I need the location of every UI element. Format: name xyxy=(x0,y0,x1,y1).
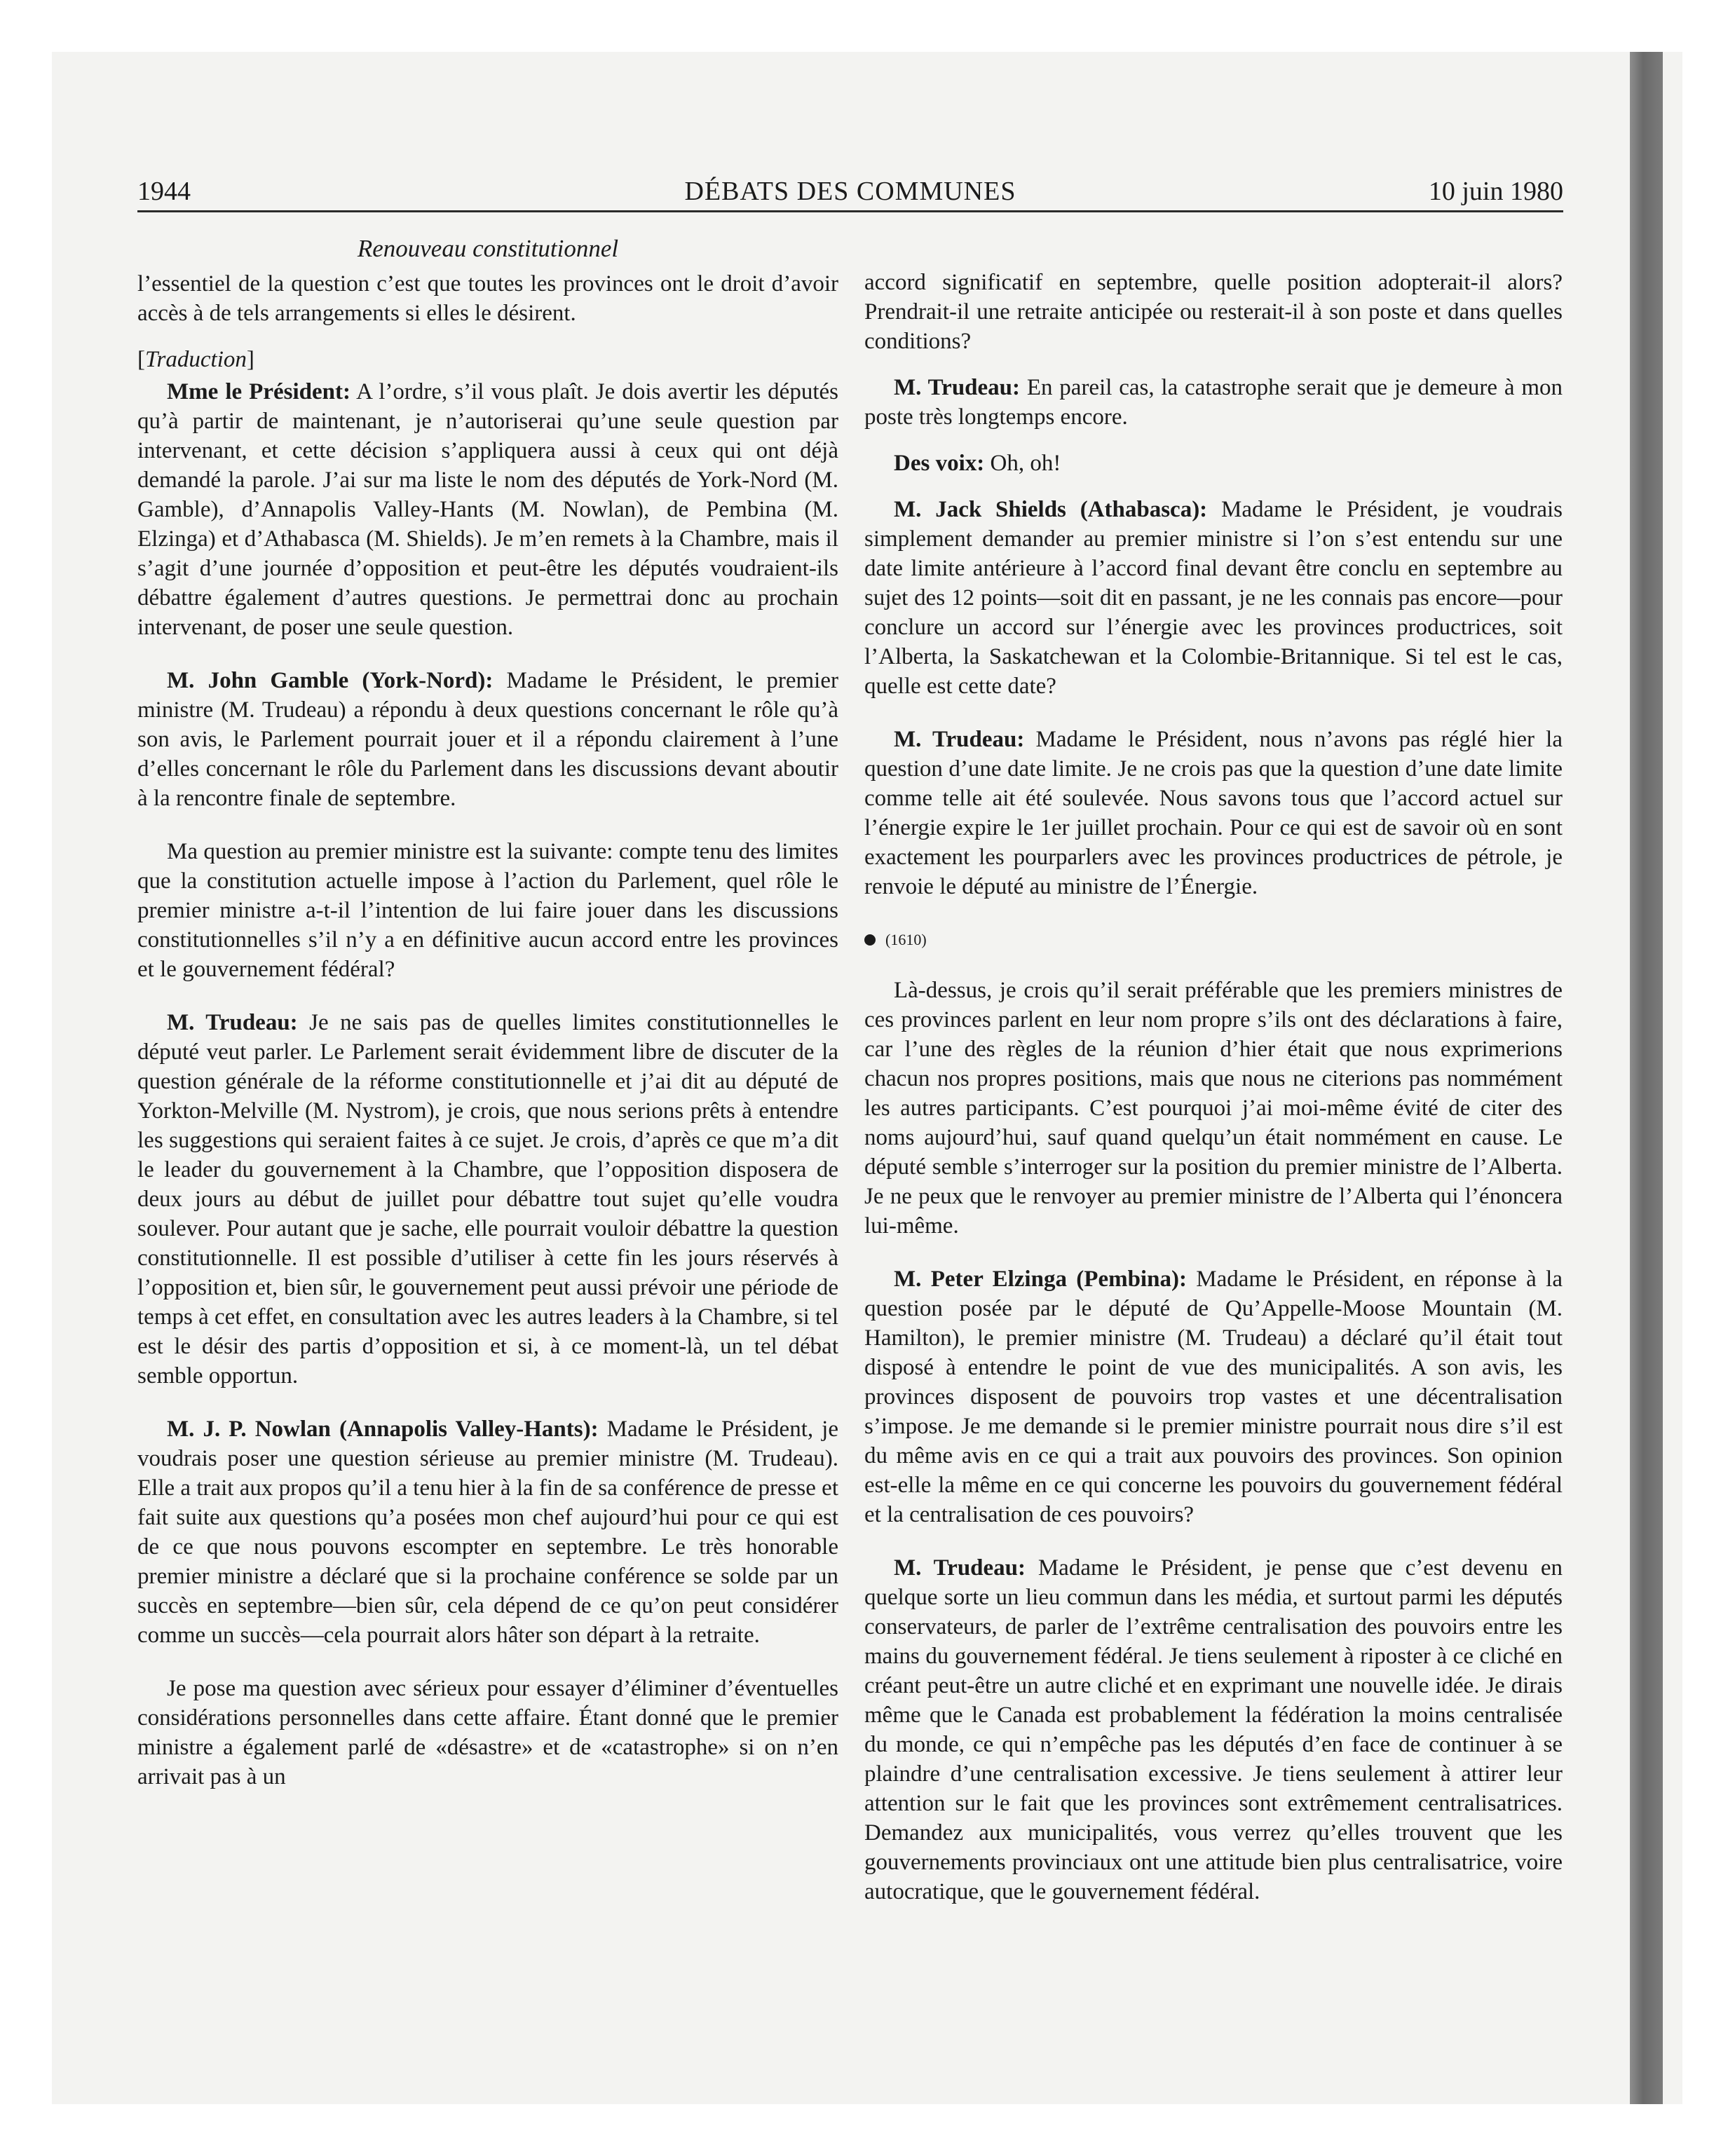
paragraph: M. John Gamble (York-Nord): Madame le Président, le premier ministre (M. Trudeau) a répondu à deux questions concernant le rôle qu’à son avis, le Parlement pourrait jouer et il a répondu clairement à l’une d’elles concernant le rôle du Parlement dans les discussions devant aboutir à la rencontre finale de septembre. xyxy=(137,668,838,811)
speaker-name: M. Trudeau: xyxy=(894,375,1021,400)
paragraph: Ma question au premier ministre est la suivante: compte tenu des limites que la constitution actuelle impose à l’action du Parlement, quel rôle le premier ministre a-t-il l’intention de lui faire jouer dans les discussions constitutionnelles s’il n’y a en définitive aucun accord entre les provinces et le gouvernement fédéral? xyxy=(137,839,838,982)
paragraph: M. Trudeau: Madame le Président, nous n’avons pas réglé hier la question d’une date limite. Je ne crois pas que la question d’une date limite comme telle ait été soulevée. Nous savons tous que l’accord actuel sur l’énergie expire le 1er juillet prochain. Pour ce qui est de savoir où en sont exactement les pourparlers avec les provinces productrices de pétrole, je renvoie le député au ministre de l’Énergie. xyxy=(864,727,1563,899)
paragraph: M. Jack Shields (Athabasca): Madame le Président, je voudrais simplement demander au premier ministre si l’on s’est entendu sur une date limite antérieure à l’accord final devant être conclu en septembre au sujet des 12 points—soit dit en passant, je ne les connais pas encore—pour conclure un accord sur l’énergie avec les provinces productrices, soit l’Alberta, la Saskatchewan et la Colombie-Britannique. Si tel est le cas, quelle est cette date? xyxy=(864,497,1563,699)
speaker-name: M. J. P. Nowlan (Annapolis Valley-Hants): xyxy=(167,1417,599,1442)
left-column xyxy=(137,231,838,1815)
speaker-name: M. Trudeau: xyxy=(167,1010,298,1035)
paragraph: Des voix: Oh, oh! xyxy=(894,451,1061,476)
section-heading: Renouveau constitutionnel xyxy=(357,235,619,262)
paragraph: Je pose ma question avec sérieux pour essayer d’éliminer d’éventuelles considérations personnelles dans cette affaire. Étant donné que le premier ministre a également parlé de «désastre» et de «catastrophe» si on n’en arrivait pas à un xyxy=(137,1676,838,1789)
speaker-name: M. Peter Elzinga (Pembina): xyxy=(894,1267,1187,1292)
paragraph: M. Peter Elzinga (Pembina): Madame le Président, en réponse à la question posée par le député de Qu’Appelle-Moose Mountain (M. Hamilton), le premier ministre (M. Trudeau) a déclaré qu’il était tout disposé à entendre le point de vue des municipalités. A son avis, les provinces disposent de pouvoirs trop vastes et une décentralisation s’impose. Je me demande si le premier ministre pourrait nous dire s’il est du même avis en ce qui a trait aux pouvoirs des provinces. Son opinion est-elle la même en ce qui concerne les pouvoirs du gouvernement fédéral et la centralisation de ces pouvoirs? xyxy=(864,1267,1563,1527)
speaker-name: M. John Gamble (York-Nord): xyxy=(167,668,494,693)
bullet-icon xyxy=(864,934,876,946)
page-number: 1944 xyxy=(137,177,191,206)
paragraph: M. J. P. Nowlan (Annapolis Valley-Hants): Madame le Président, je voudrais poser une question sérieuse au premier ministre (M. Trudeau). Elle a trait aux propos qu’il a tenu hier à la fin de sa conférence de presse et fait suite aux questions qu’a posées mon chef aujourd’hui pour ce qui est de ce que nous pouvons escompter en septembre. Le très honorable premier ministre a déclaré que si la prochaine conférence se solde par un succès en septembre—bien sûr, cela dépend de ce qu’on peut considérer comme un succès—cela pourrait alors hâter son départ à la retraite. xyxy=(137,1417,838,1648)
speaker-name: M. Trudeau: xyxy=(894,727,1025,752)
paragraph: Mme le Président: A l’ordre, s’il vous plaît. Je dois avertir les députés qu’à partir de maintenant, je n’autoriserai qu’une seule question par intervenant, et cette décision s’appliquera aussi à ceux qui ont déjà demandé la parole. J’ai sur ma liste le nom des députés de York-Nord (M. Gamble), d’Annapolis Valley-Hants (M. Nowlan), de Pembina (M. Elzinga) et d’Athabasca (M. Shields). Je m’en remets à la Chambre, mais il s’agit d’une journée d’opposition et peut-être les députés voudraient-ils débattre également d’autres questions. Je permettrai donc au prochain intervenant, de poser une seule question. xyxy=(137,379,838,640)
time-marker xyxy=(864,925,1563,955)
paragraph: M. Trudeau: Madame le Président, je pense que c’est devenu en quelque sorte un lieu commun dans les média, et surtout parmi les députés conservateurs, de parler de l’extrême centralisation des pouvoirs entre les mains du gouvernement fédéral. Je tiens seulement à riposter à ce cliché en créant peut-être un autre cliché et en exprimant une nouvelle idée. Je dirais même que le Canada est probablement la fédération la moins centralisée du monde, ce qui n’empêche pas les députés d’en face de continuer à se plaindre d’une centralisation excessive. Je tiens seulement à attirer leur attention sur le fait que les provinces sont extrêmement centralisatrices. Demandez aux municipalités, vous verrez qu’elles trouvent que les gouvernements provinciaux ont une attitude bien plus centralisatrice, voire autocratique, que le gouvernement fédéral. xyxy=(864,1555,1563,1904)
running-title: DÉBATS DES COMMUNES xyxy=(684,177,1016,206)
paragraph: l’essentiel de la question c’est que toutes les provinces ont le droit d’avoir accès à de tels arrangements si elles le désirent. xyxy=(137,271,838,326)
translation-note: [Traduction] xyxy=(137,347,254,372)
speaker-name: Mme le Président: xyxy=(167,379,351,404)
header-date: 10 juin 1980 xyxy=(1428,177,1563,206)
page-header xyxy=(137,174,1563,212)
time-stamp: (1610) xyxy=(885,931,927,948)
right-column xyxy=(864,268,1563,1930)
paragraph: Là-dessus, je crois qu’il serait préférable que les premiers ministres de ces provinces parlent en leur nom propre s’ils ont des déclarations à faire, car l’une des règles de la réunion d’hier était que nous exprimerions chacun nos propres positions, mais que nous ne citerions pas nommément les autres participants. C’est pourquoi j’ai moi-même évité de citer des noms aujourd’hui, sauf quand quelqu’un était nommément en cause. Le député semble s’interroger sur la position du premier ministre de l’Alberta. Je ne peux que le renvoyer au premier ministre de l’Alberta qui l’énoncera lui-même. xyxy=(864,978,1563,1239)
paragraph: accord significatif en septembre, quelle position adopterait-il alors? Prendrait-il une retraite anticipée ou resterait-il à son poste et dans quelles conditions? xyxy=(864,270,1563,354)
speaker-name: M. Trudeau: xyxy=(894,1555,1026,1581)
speaker-name: M. Jack Shields (Athabasca): xyxy=(894,497,1208,522)
paragraph: M. Trudeau: Je ne sais pas de quelles limites constitutionnelles le député veut parler. Le Parlement serait évidemment libre de discuter de la question générale de la réforme constitutionnelle et j’ai dit au député de Yorkton-Melville (M. Nystrom), je crois, que nous serions prêts à entendre les suggestions qui seraient faites à ce sujet. Je crois, d’après ce que m’a dit le leader du gouvernement à la Chambre, que l’opposition disposera de deux jours au début de juillet pour débattre tout sujet qu’elle voudra soulever. Pour autant que je sache, elle pourrait vouloir débattre la question constitutionnelle. Il est possible d’utiliser à cette fin les jours réservés à l’opposition et, bien sûr, le gouvernement peut aussi prévoir une période de temps à cet effet, en consultation avec les autres leaders à la Chambre, si tel est le désir des partis d’opposition et si, à ce moment-là, un tel débat semble opportun. xyxy=(137,1010,838,1389)
speaker-name: Des voix: xyxy=(894,451,985,476)
page-binding-edge xyxy=(1630,52,1663,2104)
paragraph: M. Trudeau: En pareil cas, la catastrophe serait que je demeure à mon poste très longtemps encore. xyxy=(864,375,1563,430)
